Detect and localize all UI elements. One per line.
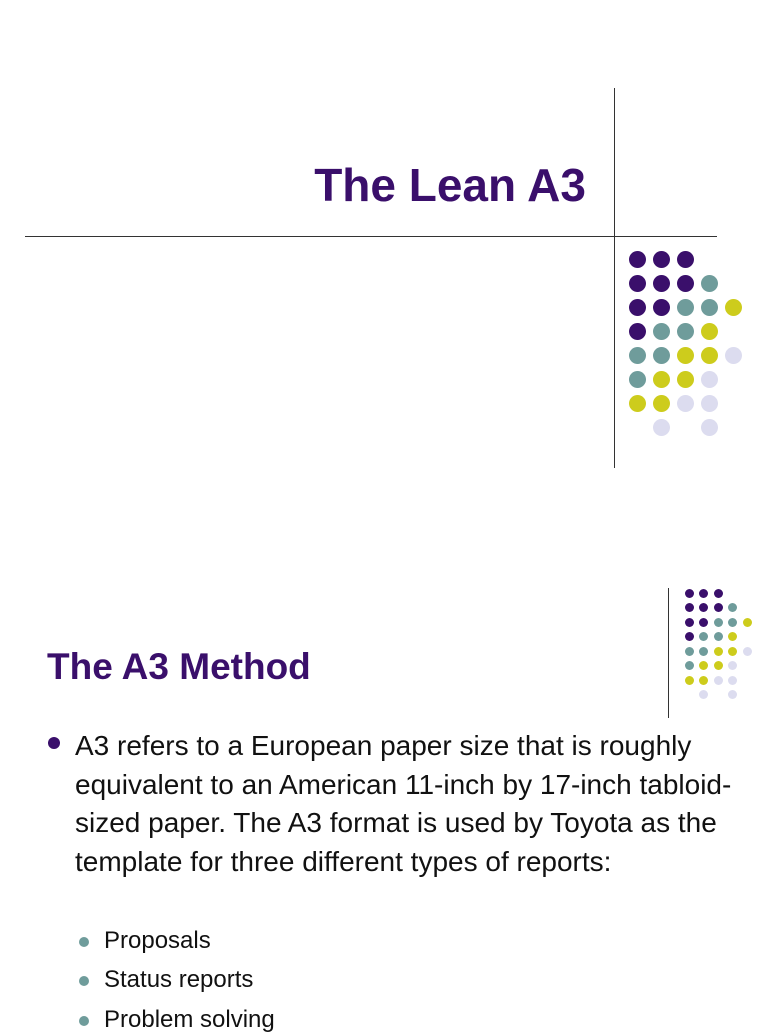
- decorative-dot: [728, 647, 737, 656]
- sub-bullet-problem-solving: Problem solving: [104, 1006, 275, 1033]
- decorative-dot: [728, 632, 737, 641]
- decorative-dot: [699, 589, 708, 598]
- decorative-dot: [701, 299, 718, 316]
- decorative-dot: [677, 395, 694, 412]
- decorative-dot: [743, 647, 752, 656]
- decorative-dot: [743, 618, 752, 627]
- decorative-dot: [714, 603, 723, 612]
- bullet-text: A3 refers to a European paper size that is roughly equivalent to an American 11-inch by 17-inch tabloid-sized paper. The A3 format is used by Toyota as the template for three different types of reports:: [75, 730, 732, 877]
- decorative-dot: [653, 323, 670, 340]
- bullet-marker: [48, 737, 60, 749]
- decorative-dot: [677, 299, 694, 316]
- decorative-dot: [653, 347, 670, 364]
- decorative-dot: [701, 371, 718, 388]
- decorative-dot: [629, 275, 646, 292]
- sub-bullet-marker: [79, 937, 89, 947]
- decorative-dot: [629, 347, 646, 364]
- decorative-dot: [714, 661, 723, 670]
- decorative-dot: [653, 395, 670, 412]
- title-divider-vertical: [614, 88, 615, 468]
- decorative-dot: [699, 690, 708, 699]
- decorative-dot: [629, 251, 646, 268]
- sub-bullet-marker: [79, 976, 89, 986]
- slide-title: The Lean A3: [314, 159, 586, 211]
- decorative-dot: [653, 275, 670, 292]
- decorative-dot: [699, 603, 708, 612]
- decorative-dot: [677, 371, 694, 388]
- decorative-dot: [685, 676, 694, 685]
- decorative-dot: [714, 589, 723, 598]
- decorative-dot: [701, 395, 718, 412]
- decorative-dot: [677, 323, 694, 340]
- decorative-dot: [701, 347, 718, 364]
- decorative-dot: [714, 676, 723, 685]
- decorative-dot: [699, 618, 708, 627]
- decorative-dot: [629, 395, 646, 412]
- decorative-dot: [653, 299, 670, 316]
- decorative-dot: [677, 347, 694, 364]
- decorative-dot: [728, 661, 737, 670]
- decorative-dot: [699, 647, 708, 656]
- decorative-dot: [728, 676, 737, 685]
- decorative-dot: [685, 661, 694, 670]
- decorative-dot: [701, 323, 718, 340]
- decorative-dot: [653, 371, 670, 388]
- decorative-dot: [701, 275, 718, 292]
- decorative-dot: [714, 618, 723, 627]
- decorative-dot: [725, 299, 742, 316]
- decorative-dot: [714, 647, 723, 656]
- decorative-dot: [725, 347, 742, 364]
- decorative-dot: [677, 275, 694, 292]
- decorative-dot: [629, 299, 646, 316]
- decorative-dot: [653, 419, 670, 436]
- decorative-dot: [728, 618, 737, 627]
- decorative-dot: [685, 632, 694, 641]
- sub-bullet-status-reports: Status reports: [104, 966, 254, 993]
- decorative-dot: [685, 618, 694, 627]
- decorative-dot: [699, 676, 708, 685]
- decorative-dot: [629, 323, 646, 340]
- decorative-dot: [685, 647, 694, 656]
- sub-bullet-marker: [79, 1016, 89, 1026]
- decorative-dot: [699, 632, 708, 641]
- decorative-dot: [685, 603, 694, 612]
- decorative-dot: [701, 419, 718, 436]
- decorative-dot: [699, 661, 708, 670]
- slide-title: The A3 Method: [47, 646, 311, 687]
- decorative-dot: [677, 251, 694, 268]
- decorative-dot: [728, 603, 737, 612]
- slide-divider-vertical: [668, 588, 669, 718]
- sub-bullet-proposals: Proposals: [104, 927, 211, 954]
- decorative-dot: [629, 371, 646, 388]
- decorative-dot: [685, 589, 694, 598]
- decorative-dot: [653, 251, 670, 268]
- decorative-dot: [728, 690, 737, 699]
- decorative-dot: [714, 632, 723, 641]
